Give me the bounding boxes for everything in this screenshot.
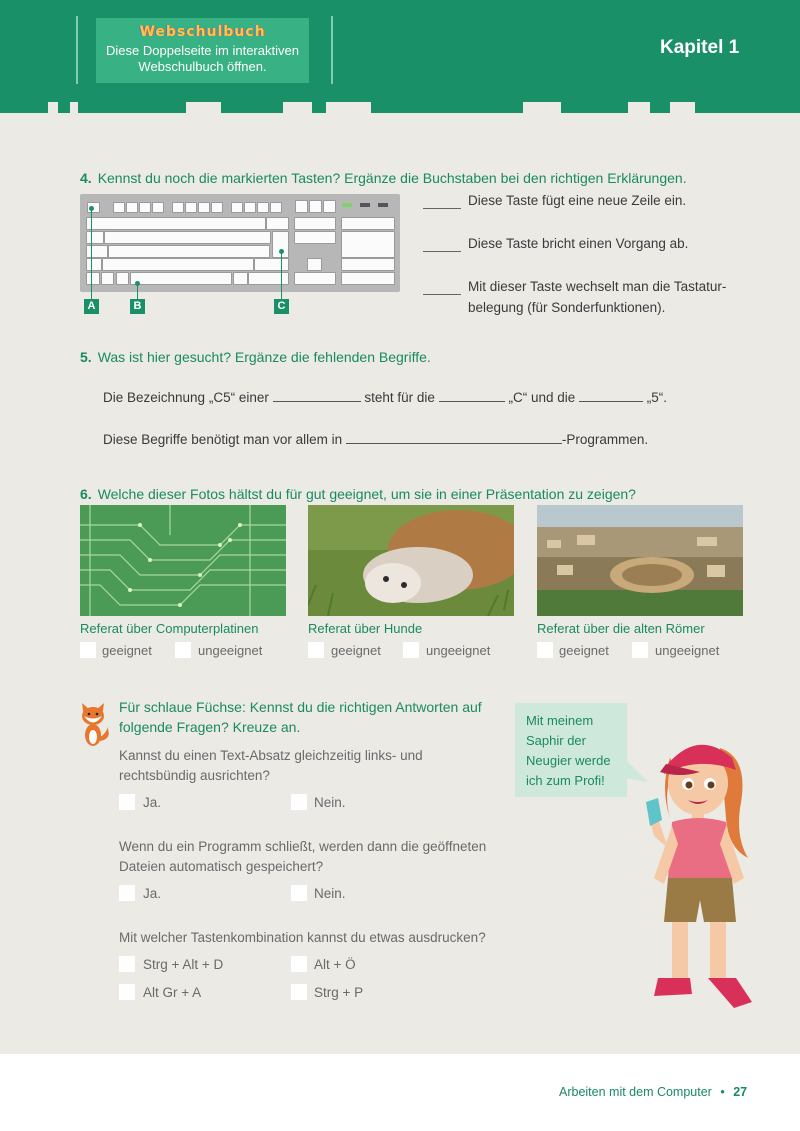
tab-key <box>86 231 104 244</box>
girl-character-illustration <box>640 728 760 1018</box>
numpad-keys <box>341 272 395 285</box>
alt-key <box>116 272 129 285</box>
capslock-key <box>86 245 108 258</box>
header-stripe <box>221 102 283 113</box>
fuchs-question-3: Mit welcher Tastenkombination kannst du etwas ausdrucken? <box>119 930 486 945</box>
numpad-top-keys <box>341 217 395 230</box>
marker-a-line <box>91 209 92 300</box>
ctrl-right-keys <box>248 272 289 285</box>
marker-a: A <box>84 299 99 314</box>
answer-blank[interactable] <box>423 208 461 209</box>
checkbox-geeignet[interactable] <box>80 642 96 658</box>
footer-section: Arbeiten mit dem Computer <box>559 1085 712 1099</box>
fox-icon <box>78 701 112 749</box>
caption-hunde: Referat über Hunde <box>308 621 423 636</box>
explanation-1: Diese Taste fügt eine neue Zeile ein. <box>468 193 687 208</box>
checkbox-nein[interactable] <box>291 794 307 810</box>
checkbox-option-2[interactable] <box>291 956 307 972</box>
answer-blank[interactable] <box>439 400 505 402</box>
caption-computerplatinen: Referat über Computerplatinen <box>80 621 259 636</box>
key <box>295 200 308 213</box>
key <box>152 202 164 213</box>
header-stripe <box>78 102 186 113</box>
yxcv-row-keys <box>102 258 254 271</box>
label-nein: Nein. <box>314 886 346 901</box>
explanation-3: Mit dieser Taste wechselt man die Tastatur- belegung (für Sonderfunktionen). <box>468 279 727 315</box>
webschulbuch-logo: Webschulbuch <box>139 24 266 40</box>
keyboard-illustration <box>80 194 400 292</box>
key <box>198 202 210 213</box>
key <box>231 202 243 213</box>
numpad-keys <box>341 258 395 271</box>
label-geeignet: geeignet <box>102 643 152 658</box>
backspace-key <box>266 217 289 230</box>
label-geeignet: geeignet <box>559 643 609 658</box>
webschulbuch-text: Diese Doppelseite im interaktiven Webschulbuch öffnen. <box>106 43 299 74</box>
answer-blank[interactable] <box>346 442 562 444</box>
label-option-4: Strg + P <box>314 985 364 1000</box>
numpad-keys <box>341 231 395 258</box>
photo-circuit-board <box>80 505 286 616</box>
label-option-2: Alt + Ö <box>314 957 356 972</box>
checkbox-ja[interactable] <box>119 885 135 901</box>
header-stripe <box>650 102 670 113</box>
label-ja: Ja. <box>143 886 162 901</box>
checkbox-option-4[interactable] <box>291 984 307 1000</box>
header-stripe <box>695 102 800 113</box>
key <box>309 200 322 213</box>
header-stripe <box>58 102 70 113</box>
label-option-1: Strg + Alt + D <box>143 957 224 972</box>
label-ungeeignet: ungeeignet <box>655 643 720 658</box>
qwertz-row-keys <box>104 231 271 244</box>
keyboard-led <box>360 203 370 207</box>
fuchs-title: Für schlaue Füchse: Kennst du die richtigen Antworten auf folgende Fragen? Kreuze an. <box>119 699 482 735</box>
question-6-title: 6. Welche dieser Fotos hältst du für gut geeignet, um sie in einer Präsentation zu zeigen? <box>80 486 636 502</box>
fuchs-question-2: Wenn du ein Programm schließt, werden dann die geöffneten Dateien automatisch gespeichert? <box>119 839 487 874</box>
key <box>172 202 184 213</box>
asdf-row-keys <box>108 245 270 258</box>
caption-roemer: Referat über die alten Römer <box>537 621 705 636</box>
fuchs-question-1: Kannst du einen Text-Absatz gleichzeitig links- und rechtsbündig ausrichten? <box>119 748 423 783</box>
checkbox-ungeeignet[interactable] <box>632 642 648 658</box>
windows-key <box>101 272 114 285</box>
header-stripe <box>0 102 48 113</box>
label-geeignet: geeignet <box>331 643 381 658</box>
header-divider <box>331 16 333 84</box>
speech-bubble <box>515 703 627 797</box>
space-key <box>130 272 232 285</box>
key <box>113 202 125 213</box>
key <box>185 202 197 213</box>
question-4-title: 4. Kennst du noch die markierten Tasten? Ergänze die Buchstaben bei den richtigen Erklärungen. <box>80 170 687 186</box>
delete-keys <box>294 231 336 244</box>
keyboard-led <box>342 203 352 207</box>
key <box>139 202 151 213</box>
shift-right-key <box>254 258 289 271</box>
answer-blank[interactable] <box>423 294 461 295</box>
page-number: 27 <box>733 1085 748 1099</box>
number-row-keys <box>86 217 266 230</box>
header-divider <box>76 16 78 84</box>
speech-bubble-text: Mit meinem Saphir der Neugier werde ich zum Profi! <box>526 713 611 788</box>
checkbox-geeignet[interactable] <box>308 642 324 658</box>
question-5-line-2: Diese Begriffe benötigt man vor allem in -Programmen. <box>103 432 649 447</box>
insert-keys <box>294 217 336 230</box>
photo-dog-and-cat <box>308 505 514 616</box>
key <box>257 202 269 213</box>
header-stripe <box>371 102 523 113</box>
shift-key <box>86 258 102 271</box>
arrow-keys <box>294 272 336 285</box>
label-ja: Ja. <box>143 795 162 810</box>
header-stripe <box>561 102 628 113</box>
key <box>244 202 256 213</box>
ctrl-key <box>86 272 100 285</box>
checkbox-ja[interactable] <box>119 794 135 810</box>
answer-blank[interactable] <box>273 400 361 402</box>
checkbox-option-1[interactable] <box>119 956 135 972</box>
explanation-2: Diese Taste bricht einen Vorgang ab. <box>468 236 689 251</box>
question-5-title: 5. Was ist hier gesucht? Ergänze die fehlenden Begriffe. <box>80 349 431 365</box>
answer-blank[interactable] <box>423 251 461 252</box>
key <box>211 202 223 213</box>
arrow-up-key <box>307 258 322 271</box>
photo-colosseum-rome <box>537 505 743 616</box>
keyboard-led <box>378 203 388 207</box>
key <box>323 200 336 213</box>
marker-b-line <box>137 284 138 300</box>
altgr-key <box>233 272 248 285</box>
question-5-line-1: Die Bezeichnung „C5“ einer steht für die „C“ und die „5“. <box>103 390 668 405</box>
label-option-3: Alt Gr + A <box>143 985 202 1000</box>
webschulbuch-link[interactable] <box>96 18 309 83</box>
checkbox-geeignet[interactable] <box>537 642 553 658</box>
label-nein: Nein. <box>314 795 346 810</box>
page-footer <box>559 1085 747 1099</box>
marker-c-line <box>281 252 282 300</box>
header-stripe <box>312 102 326 113</box>
answer-blank[interactable] <box>579 400 643 402</box>
checkbox-ungeeignet[interactable] <box>403 642 419 658</box>
marker-c: C <box>274 299 289 314</box>
label-ungeeignet: ungeeignet <box>198 643 263 658</box>
label-ungeeignet: ungeeignet <box>426 643 491 658</box>
chapter-title: Kapitel 1 <box>660 37 740 58</box>
checkbox-nein[interactable] <box>291 885 307 901</box>
footer-bullet: • <box>720 1085 725 1099</box>
checkbox-ungeeignet[interactable] <box>175 642 191 658</box>
checkbox-option-3[interactable] <box>119 984 135 1000</box>
key <box>270 202 282 213</box>
key <box>126 202 138 213</box>
marker-b: B <box>130 299 145 314</box>
